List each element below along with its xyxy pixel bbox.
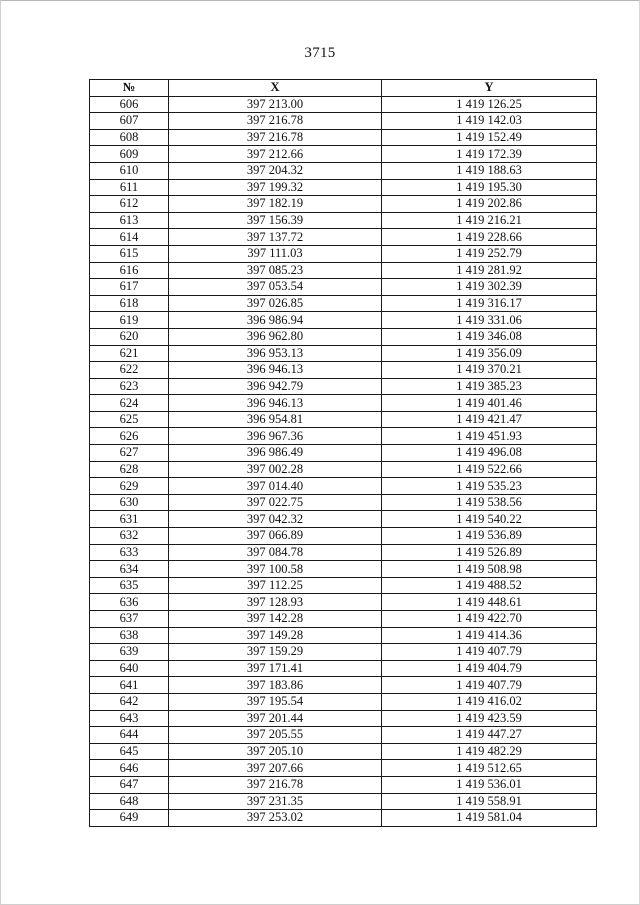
cell-number: 640 bbox=[90, 660, 169, 677]
cell-number: 634 bbox=[90, 561, 169, 578]
cell-y: 1 419 407.79 bbox=[382, 644, 597, 661]
cell-number: 615 bbox=[90, 245, 169, 262]
table-row bbox=[90, 693, 597, 710]
cell-y: 1 419 508.98 bbox=[382, 561, 597, 578]
table-row bbox=[90, 162, 597, 179]
cell-y: 1 419 522.66 bbox=[382, 461, 597, 478]
cell-x: 397 207.66 bbox=[169, 760, 382, 777]
cell-number: 628 bbox=[90, 461, 169, 478]
cell-y: 1 419 414.36 bbox=[382, 627, 597, 644]
cell-y: 1 419 385.23 bbox=[382, 378, 597, 395]
cell-y: 1 419 202.86 bbox=[382, 196, 597, 213]
table-row bbox=[90, 577, 597, 594]
cell-x: 397 085.23 bbox=[169, 262, 382, 279]
cell-x: 396 953.13 bbox=[169, 345, 382, 362]
cell-number: 626 bbox=[90, 428, 169, 445]
cell-number: 616 bbox=[90, 262, 169, 279]
cell-x: 396 962.80 bbox=[169, 328, 382, 345]
cell-x: 397 137.72 bbox=[169, 229, 382, 246]
cell-x: 397 026.85 bbox=[169, 295, 382, 312]
cell-x: 396 986.49 bbox=[169, 445, 382, 462]
cell-y: 1 419 216.21 bbox=[382, 212, 597, 229]
cell-y: 1 419 496.08 bbox=[382, 445, 597, 462]
cell-x: 397 084.78 bbox=[169, 544, 382, 561]
cell-y: 1 419 370.21 bbox=[382, 362, 597, 379]
cell-y: 1 419 538.56 bbox=[382, 494, 597, 511]
cell-y: 1 419 142.03 bbox=[382, 113, 597, 130]
cell-x: 396 946.13 bbox=[169, 362, 382, 379]
cell-x: 397 205.55 bbox=[169, 727, 382, 744]
table-row bbox=[90, 611, 597, 628]
cell-number: 644 bbox=[90, 727, 169, 744]
table-row bbox=[90, 378, 597, 395]
cell-y: 1 419 188.63 bbox=[382, 162, 597, 179]
cell-x: 397 216.78 bbox=[169, 113, 382, 130]
cell-y: 1 419 126.25 bbox=[382, 96, 597, 113]
table-row bbox=[90, 461, 597, 478]
cell-number: 642 bbox=[90, 693, 169, 710]
cell-number: 638 bbox=[90, 627, 169, 644]
cell-x: 397 205.10 bbox=[169, 743, 382, 760]
table-row bbox=[90, 295, 597, 312]
cell-x: 397 216.78 bbox=[169, 776, 382, 793]
cell-number: 636 bbox=[90, 594, 169, 611]
table-row bbox=[90, 279, 597, 296]
cell-y: 1 419 401.46 bbox=[382, 395, 597, 412]
cell-x: 397 149.28 bbox=[169, 627, 382, 644]
cell-y: 1 419 512.65 bbox=[382, 760, 597, 777]
column-header-number: № bbox=[90, 80, 169, 97]
cell-number: 630 bbox=[90, 494, 169, 511]
cell-x: 397 111.03 bbox=[169, 245, 382, 262]
cell-x: 396 954.81 bbox=[169, 411, 382, 428]
table-row bbox=[90, 113, 597, 130]
cell-y: 1 419 195.30 bbox=[382, 179, 597, 196]
cell-x: 397 212.66 bbox=[169, 146, 382, 163]
cell-x: 397 183.86 bbox=[169, 677, 382, 694]
table-row bbox=[90, 146, 597, 163]
cell-number: 623 bbox=[90, 378, 169, 395]
cell-y: 1 419 421.47 bbox=[382, 411, 597, 428]
table-body bbox=[90, 96, 597, 826]
cell-x: 396 942.79 bbox=[169, 378, 382, 395]
cell-x: 397 042.32 bbox=[169, 511, 382, 528]
cell-number: 607 bbox=[90, 113, 169, 130]
cell-x: 397 156.39 bbox=[169, 212, 382, 229]
cell-number: 639 bbox=[90, 644, 169, 661]
table-row bbox=[90, 810, 597, 827]
table-row bbox=[90, 627, 597, 644]
cell-x: 397 201.44 bbox=[169, 710, 382, 727]
cell-number: 637 bbox=[90, 611, 169, 628]
table-row bbox=[90, 494, 597, 511]
cell-x: 397 014.40 bbox=[169, 478, 382, 495]
cell-number: 635 bbox=[90, 577, 169, 594]
cell-y: 1 419 228.66 bbox=[382, 229, 597, 246]
cell-number: 641 bbox=[90, 677, 169, 694]
table-row bbox=[90, 362, 597, 379]
cell-x: 396 946.13 bbox=[169, 395, 382, 412]
cell-number: 649 bbox=[90, 810, 169, 827]
cell-number: 648 bbox=[90, 793, 169, 810]
table-row bbox=[90, 312, 597, 329]
cell-y: 1 419 482.29 bbox=[382, 743, 597, 760]
cell-number: 643 bbox=[90, 710, 169, 727]
cell-number: 621 bbox=[90, 345, 169, 362]
cell-x: 397 053.54 bbox=[169, 279, 382, 296]
table-row bbox=[90, 594, 597, 611]
cell-number: 619 bbox=[90, 312, 169, 329]
cell-x: 397 231.35 bbox=[169, 793, 382, 810]
cell-number: 622 bbox=[90, 362, 169, 379]
cell-y: 1 419 447.27 bbox=[382, 727, 597, 744]
cell-x: 397 204.32 bbox=[169, 162, 382, 179]
cell-number: 613 bbox=[90, 212, 169, 229]
cell-x: 397 253.02 bbox=[169, 810, 382, 827]
cell-number: 618 bbox=[90, 295, 169, 312]
table-row bbox=[90, 660, 597, 677]
table-row bbox=[90, 561, 597, 578]
table-row bbox=[90, 196, 597, 213]
cell-y: 1 419 172.39 bbox=[382, 146, 597, 163]
column-header-x: X bbox=[169, 80, 382, 97]
table-row bbox=[90, 677, 597, 694]
table-row bbox=[90, 793, 597, 810]
page-number: 3715 bbox=[304, 45, 336, 61]
cell-y: 1 419 404.79 bbox=[382, 660, 597, 677]
cell-number: 609 bbox=[90, 146, 169, 163]
cell-y: 1 419 252.79 bbox=[382, 245, 597, 262]
cell-x: 397 002.28 bbox=[169, 461, 382, 478]
cell-number: 645 bbox=[90, 743, 169, 760]
cell-y: 1 419 281.92 bbox=[382, 262, 597, 279]
cell-y: 1 419 152.49 bbox=[382, 129, 597, 146]
header-row bbox=[90, 80, 597, 97]
cell-y: 1 419 346.08 bbox=[382, 328, 597, 345]
table-row bbox=[90, 262, 597, 279]
cell-number: 631 bbox=[90, 511, 169, 528]
cell-x: 397 112.25 bbox=[169, 577, 382, 594]
cell-x: 397 171.41 bbox=[169, 660, 382, 677]
cell-y: 1 419 448.61 bbox=[382, 594, 597, 611]
table-row bbox=[90, 743, 597, 760]
cell-number: 617 bbox=[90, 279, 169, 296]
cell-number: 610 bbox=[90, 162, 169, 179]
table-row bbox=[90, 179, 597, 196]
table-row bbox=[90, 395, 597, 412]
cell-y: 1 419 331.06 bbox=[382, 312, 597, 329]
cell-x: 396 967.36 bbox=[169, 428, 382, 445]
cell-y: 1 419 407.79 bbox=[382, 677, 597, 694]
table-row bbox=[90, 245, 597, 262]
table-row bbox=[90, 544, 597, 561]
table-row bbox=[90, 528, 597, 545]
cell-x: 396 986.94 bbox=[169, 312, 382, 329]
cell-y: 1 419 488.52 bbox=[382, 577, 597, 594]
cell-number: 627 bbox=[90, 445, 169, 462]
table-row bbox=[90, 229, 597, 246]
cell-x: 397 195.54 bbox=[169, 693, 382, 710]
table-row bbox=[90, 511, 597, 528]
cell-y: 1 419 558.91 bbox=[382, 793, 597, 810]
table-row bbox=[90, 129, 597, 146]
table-row bbox=[90, 644, 597, 661]
cell-x: 397 159.29 bbox=[169, 644, 382, 661]
cell-number: 625 bbox=[90, 411, 169, 428]
cell-y: 1 419 526.89 bbox=[382, 544, 597, 561]
cell-y: 1 419 356.09 bbox=[382, 345, 597, 362]
cell-x: 397 199.32 bbox=[169, 179, 382, 196]
table-header bbox=[90, 80, 597, 97]
cell-x: 397 182.19 bbox=[169, 196, 382, 213]
cell-y: 1 419 316.17 bbox=[382, 295, 597, 312]
table-row bbox=[90, 212, 597, 229]
cell-x: 397 213.00 bbox=[169, 96, 382, 113]
table-row bbox=[90, 445, 597, 462]
cell-number: 633 bbox=[90, 544, 169, 561]
cell-y: 1 419 536.01 bbox=[382, 776, 597, 793]
cell-y: 1 419 422.70 bbox=[382, 611, 597, 628]
table-row bbox=[90, 345, 597, 362]
cell-number: 629 bbox=[90, 478, 169, 495]
cell-number: 614 bbox=[90, 229, 169, 246]
cell-number: 606 bbox=[90, 96, 169, 113]
cell-y: 1 419 535.23 bbox=[382, 478, 597, 495]
cell-number: 646 bbox=[90, 760, 169, 777]
table-row bbox=[90, 478, 597, 495]
cell-x: 397 216.78 bbox=[169, 129, 382, 146]
cell-y: 1 419 416.02 bbox=[382, 693, 597, 710]
cell-x: 397 128.93 bbox=[169, 594, 382, 611]
table-row bbox=[90, 428, 597, 445]
table-row bbox=[90, 411, 597, 428]
table-row bbox=[90, 710, 597, 727]
table-row bbox=[90, 760, 597, 777]
table-row bbox=[90, 776, 597, 793]
cell-number: 608 bbox=[90, 129, 169, 146]
cell-number: 632 bbox=[90, 528, 169, 545]
cell-y: 1 419 451.93 bbox=[382, 428, 597, 445]
cell-number: 612 bbox=[90, 196, 169, 213]
cell-x: 397 066.89 bbox=[169, 528, 382, 545]
coordinates-table bbox=[89, 79, 597, 827]
table-row bbox=[90, 96, 597, 113]
cell-y: 1 419 302.39 bbox=[382, 279, 597, 296]
cell-number: 624 bbox=[90, 395, 169, 412]
cell-y: 1 419 540.22 bbox=[382, 511, 597, 528]
cell-number: 647 bbox=[90, 776, 169, 793]
cell-x: 397 142.28 bbox=[169, 611, 382, 628]
column-header-y: Y bbox=[382, 80, 597, 97]
cell-y: 1 419 423.59 bbox=[382, 710, 597, 727]
cell-y: 1 419 581.04 bbox=[382, 810, 597, 827]
cell-number: 611 bbox=[90, 179, 169, 196]
cell-x: 397 022.75 bbox=[169, 494, 382, 511]
table-row bbox=[90, 727, 597, 744]
cell-x: 397 100.58 bbox=[169, 561, 382, 578]
cell-y: 1 419 536.89 bbox=[382, 528, 597, 545]
cell-number: 620 bbox=[90, 328, 169, 345]
table-row bbox=[90, 328, 597, 345]
